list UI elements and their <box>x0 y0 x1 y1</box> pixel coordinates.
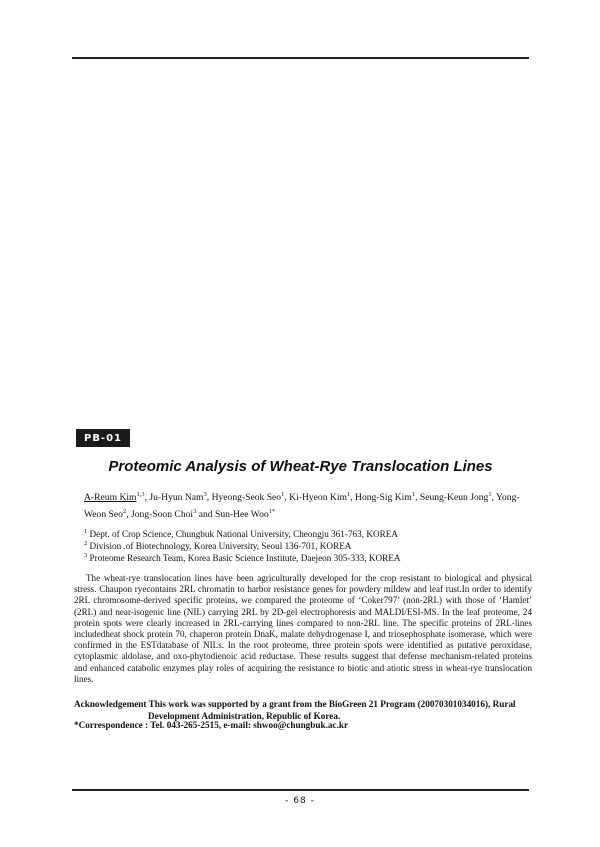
affiliation-text: Proteome Research Team, Korea Basic Science Institute, Daejeon 305-333, KOREA <box>87 553 401 563</box>
author-affiliation-mark: 2 <box>122 507 127 515</box>
author-name: Yong-Weon Seo <box>84 492 520 520</box>
author-name: Hyeong-Seok Seo <box>211 492 282 503</box>
abstract-text: The wheat-rye translocation lines have been agriculturally developed for the crop resistant to biological and physical stress. Chaupon ryecontains 2RL chromatin to harbor resistance genes for powdery mildew and leaf rust.In order to identify 2RL chromosome-derived specific proteins, we compared the proteome of ‘Coker797’ (non-2RL) with those of ‘Hamlet’ (2RL) and near-isogenic line (NIL) carrying 2RL by 2D-gel electrophoresis and MALDI/ESI-MS. In the leaf proteome, 24 protein spots were clearly increased in 2RL-carrying lines compared to non-2RL line. The specific proteins of 2RL-lines includedheat shock protein 70, chaperon protein DnaK, malate dehydrogenase I, and triosephosphate isomerase, which were confirmed in the ESTdatabase of NILs. In the root proteome, three protein spots were identified as putative peroxidase, cytoplasmic aldolase, and oxo-phytodienoic acid reductase. These results suggest that defense mechanism-related proteins and enhanced catabolic enzymes play roles of acquiring the resistance to biotic and atiotic stress in wheat-rye translocation lines. <box>74 573 532 684</box>
author <box>420 492 492 503</box>
author-name: A-Reum Kim <box>84 492 137 503</box>
author-affiliation-mark: 1 <box>346 490 351 498</box>
author-affiliation-mark: 3 <box>193 507 197 515</box>
correspondence: *Correspondence : Tel. 043-265-2515, e-mail: shwoo@chungbuk.ac.kr <box>74 720 349 730</box>
author-name: Hong-Sig Kim <box>355 492 412 503</box>
author-name: Sun-Hee Woo <box>215 509 269 520</box>
affiliation-number: 3 <box>84 551 88 559</box>
affiliation <box>84 528 524 540</box>
author-name: Jong-Soon Choi <box>130 509 194 520</box>
author-name: Ju-Hyun Nam <box>149 492 204 503</box>
top-rule <box>72 57 529 59</box>
author <box>149 492 206 503</box>
affiliation-number: 1 <box>84 527 88 535</box>
affiliation-text: Dept. of Crop Science, Chungbuk National University, Cheongju 361-763, KOREA <box>87 529 398 539</box>
author-affiliation-mark: 1 <box>281 490 285 498</box>
affiliation <box>84 552 524 564</box>
poster-code-badge: PB-01 <box>76 429 130 447</box>
page-number: - 68 - <box>285 796 315 806</box>
author <box>355 492 415 503</box>
acknowledgement-line-2: Development Administration, Republic of Korea. <box>148 710 341 721</box>
affiliation-text: Division .of Biotechnology, Korea University, Seoul 136-701, KOREA <box>87 541 352 551</box>
bottom-rule <box>72 789 529 791</box>
author <box>212 492 285 503</box>
affiliation-list <box>84 528 524 564</box>
affiliation-number: 2 <box>84 539 88 547</box>
author <box>84 492 145 503</box>
author-affiliation-mark: 1 <box>411 490 416 498</box>
author-list: A-Reum Kim$^{1,3}$, Ju-Hyun Nam$^3$, Hyeong-Seok Seo$^1$, Ki-Hyeon Kim$^1$, Hong-Sig Kim$^1$, Seung-Keun Jong$^1$, Yong-Weon Seo$^2$, Jong-Soon Choi$^3$ and Sun-Hee Woo$^{1*}$ <box>84 490 520 520</box>
author-name: Seung-Keun Jong <box>419 492 489 503</box>
acknowledgement-line-1: Acknowledgement This work was supported by a grant from the BioGreen 21 Program (20070301034016), Rural <box>74 699 516 709</box>
author <box>131 509 196 520</box>
acknowledgement <box>74 699 532 722</box>
author-affiliation-mark: 3 <box>203 490 207 498</box>
affiliation <box>84 540 524 552</box>
paper-title: Proteomic Analysis of Wheat-Rye Translocation Lines <box>108 458 493 475</box>
author-name: Ki-Hyeon Kim <box>289 492 347 503</box>
author <box>289 492 350 503</box>
author-affiliation-mark: 1* <box>268 507 276 515</box>
author-affiliation-mark: 1,3 <box>136 490 145 498</box>
author-affiliation-mark: 1 <box>488 490 492 498</box>
author <box>215 509 275 520</box>
